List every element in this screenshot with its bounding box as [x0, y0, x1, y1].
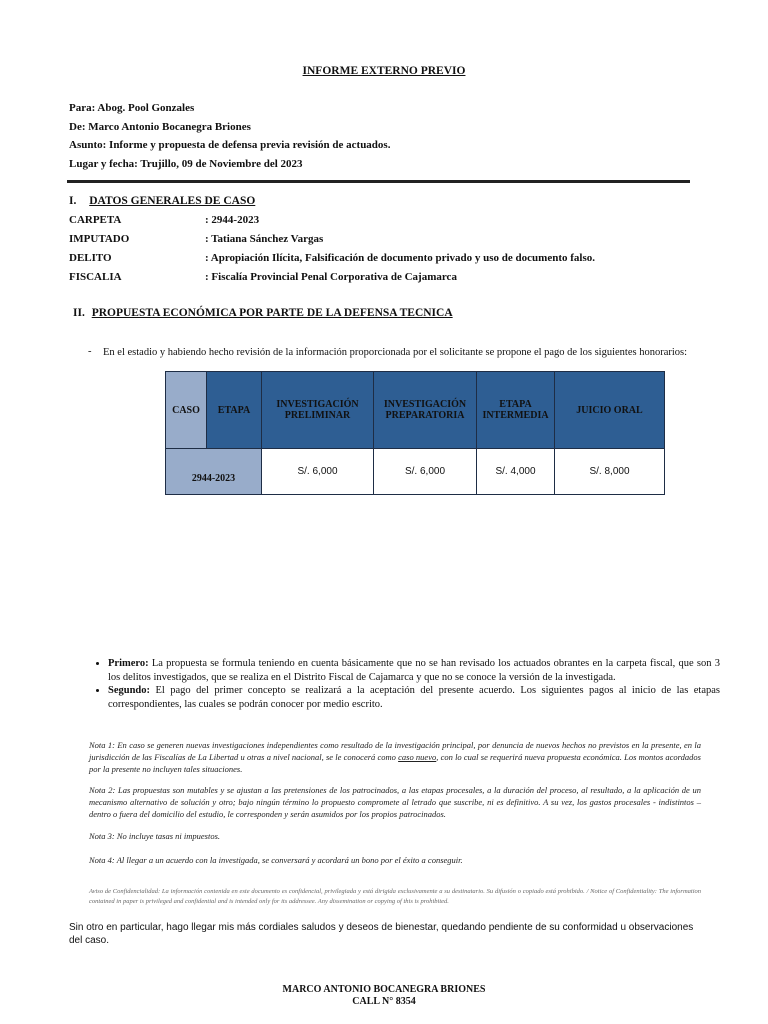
note-1-text-b: , con lo cual se requerirá nueva propuesta económica. Los montos acordados por la presente no incluyen tales situaciones. — [89, 752, 701, 774]
header-divider — [67, 180, 690, 183]
amount-investigacion-preparatoria: S/. 6,000 — [374, 449, 477, 495]
section-2-title: PROPUESTA ECONÓMICA POR PARTE DE LA DEFENSA TECNICA — [91, 307, 453, 319]
section-1-heading — [69, 195, 255, 207]
list-item — [108, 657, 720, 684]
header-etapa: ETAPA — [207, 372, 262, 449]
header-de: De: Marco Antonio Bocanegra Briones — [69, 121, 251, 133]
fees-table-row — [166, 449, 665, 495]
document-title: INFORME EXTERNO PREVIO — [302, 65, 466, 77]
point-text: El pago del primer concepto se realizará a la aceptación del presente acuerdo. Los siguientes pagos al inicio de las etapas correspondientes, las cuales se podrán conocer por medio escrito. — [108, 685, 720, 710]
field-label-delito: DELITO — [69, 252, 112, 264]
section-2-heading — [73, 307, 453, 319]
section-1-title: DATOS GENERALES DE CASO — [89, 195, 256, 207]
header-investigacion-preliminar: INVESTIGACIÓN PRELIMINAR — [262, 372, 374, 449]
field-value-carpeta: : 2944-2023 — [205, 214, 260, 226]
amount-juicio-oral: S/. 8,000 — [555, 449, 665, 495]
note-1-underlined: caso nuevo — [398, 752, 437, 762]
signature-name: MARCO ANTONIO BOCANEGRA BRIONES — [282, 984, 486, 995]
point-label: Segundo: — [108, 685, 151, 696]
field-label-carpeta: CARPETA — [69, 214, 122, 226]
closing-paragraph: Sin otro en particular, hago llegar mis más cordiales saludos y deseos de bienestar, quedando pendiente de su conformidad u observaciones del caso. — [69, 922, 694, 946]
point-label: Primero: — [108, 658, 149, 669]
points-list — [88, 657, 720, 711]
intro-paragraph: En el estadio y habiendo hecho revisión de la información proporcionada por el solicitante se propone el pago de los siguientes honorarios: — [103, 347, 688, 358]
field-label-imputado: IMPUTADO — [69, 233, 130, 245]
field-value-delito: : Apropiación Ilícita, Falsificación de documento privado y uso de documento falso. — [205, 252, 596, 264]
confidentiality-notice: Aviso de Confidencialidad: La información contenida en este documento es confidencial, privilegiada y está dirigida exclusivamente a su destinatario. Su difusión o copiado está prohibido. / Notice of Confidentiality: The information contained in paper is privileged and confidential and is intended only for its addressee. Any dissemination or copying of this is prohibited. — [89, 888, 701, 905]
header-asunto: Asunto: Informe y propuesta de defensa previa revisión de actuados. — [69, 139, 391, 151]
header-lugar-fecha: Lugar y fecha: Trujillo, 09 de Noviembre del 2023 — [69, 158, 303, 170]
note-3: Nota 3: No incluye tasas ni impuestos. — [89, 831, 221, 841]
header-investigacion-preparatoria: INVESTIGACIÓN PREPARATORIA — [374, 372, 477, 449]
note-2: Nota 2: Las propuestas son mutables y se ajustan a las pretensiones de los patrocinados, a las etapas procesales, a la duración del proceso, al resultado, a la aplicación de un mecanismo alternativo de solución y otro; bajo ningún término lo propuesto compromete al letrado que suscribe, ni es definitivo. A su vez, los gastos procesales - indistintos – dentro o fuera del domicilio del estudio, le corresponden y serán asumidos por los propios patrocinados. — [89, 785, 701, 819]
note-1 — [89, 739, 701, 775]
header-juicio-oral: JUICIO ORAL — [555, 372, 665, 449]
note-1-text-a: Nota 1: En caso se generen nuevas investigaciones independientes como resultado de la investigación principal, por denuncia de nuevos hechos no previstos en la presente, en la jurisdicción de las Fiscalías de La Libertad u otras a nivel nacional, se le conocerá como — [89, 740, 701, 762]
intro-dash: - — [88, 346, 92, 357]
amount-investigacion-preliminar: S/. 6,000 — [262, 449, 374, 495]
note-4: Nota 4: Al llegar a un acuerdo con la investigada, se conversará y acordará un bono por el éxito a conseguir. — [89, 855, 463, 865]
field-label-fiscalia: FISCALIA — [69, 271, 122, 283]
fees-table-header-row — [166, 372, 665, 449]
field-value-fiscalia: : Fiscalía Provincial Penal Corporativa de Cajamarca — [205, 271, 457, 283]
case-number-cell: 2944-2023 — [166, 449, 262, 495]
section-1-number: I. — [69, 195, 77, 207]
fees-table — [165, 371, 665, 495]
signature-call: CALL N° 8354 — [352, 996, 416, 1007]
list-item — [108, 684, 720, 711]
header-para: Para: Abog. Pool Gonzales — [69, 102, 195, 114]
section-2-number: II. — [73, 307, 85, 319]
header-caso: CASO — [166, 372, 207, 449]
header-etapa-intermedia: ETAPA INTERMEDIA — [477, 372, 555, 449]
amount-etapa-intermedia: S/. 4,000 — [477, 449, 555, 495]
field-value-imputado: : Tatiana Sánchez Vargas — [205, 233, 324, 245]
point-text: La propuesta se formula teniendo en cuenta básicamente que no se han revisado los actuados obrantes en la carpeta fiscal, que son 3 los delitos investigados, que se realiza en el Distrito Fiscal de Cajamarca y que no se conoce la versión de la investigada. — [108, 658, 720, 683]
